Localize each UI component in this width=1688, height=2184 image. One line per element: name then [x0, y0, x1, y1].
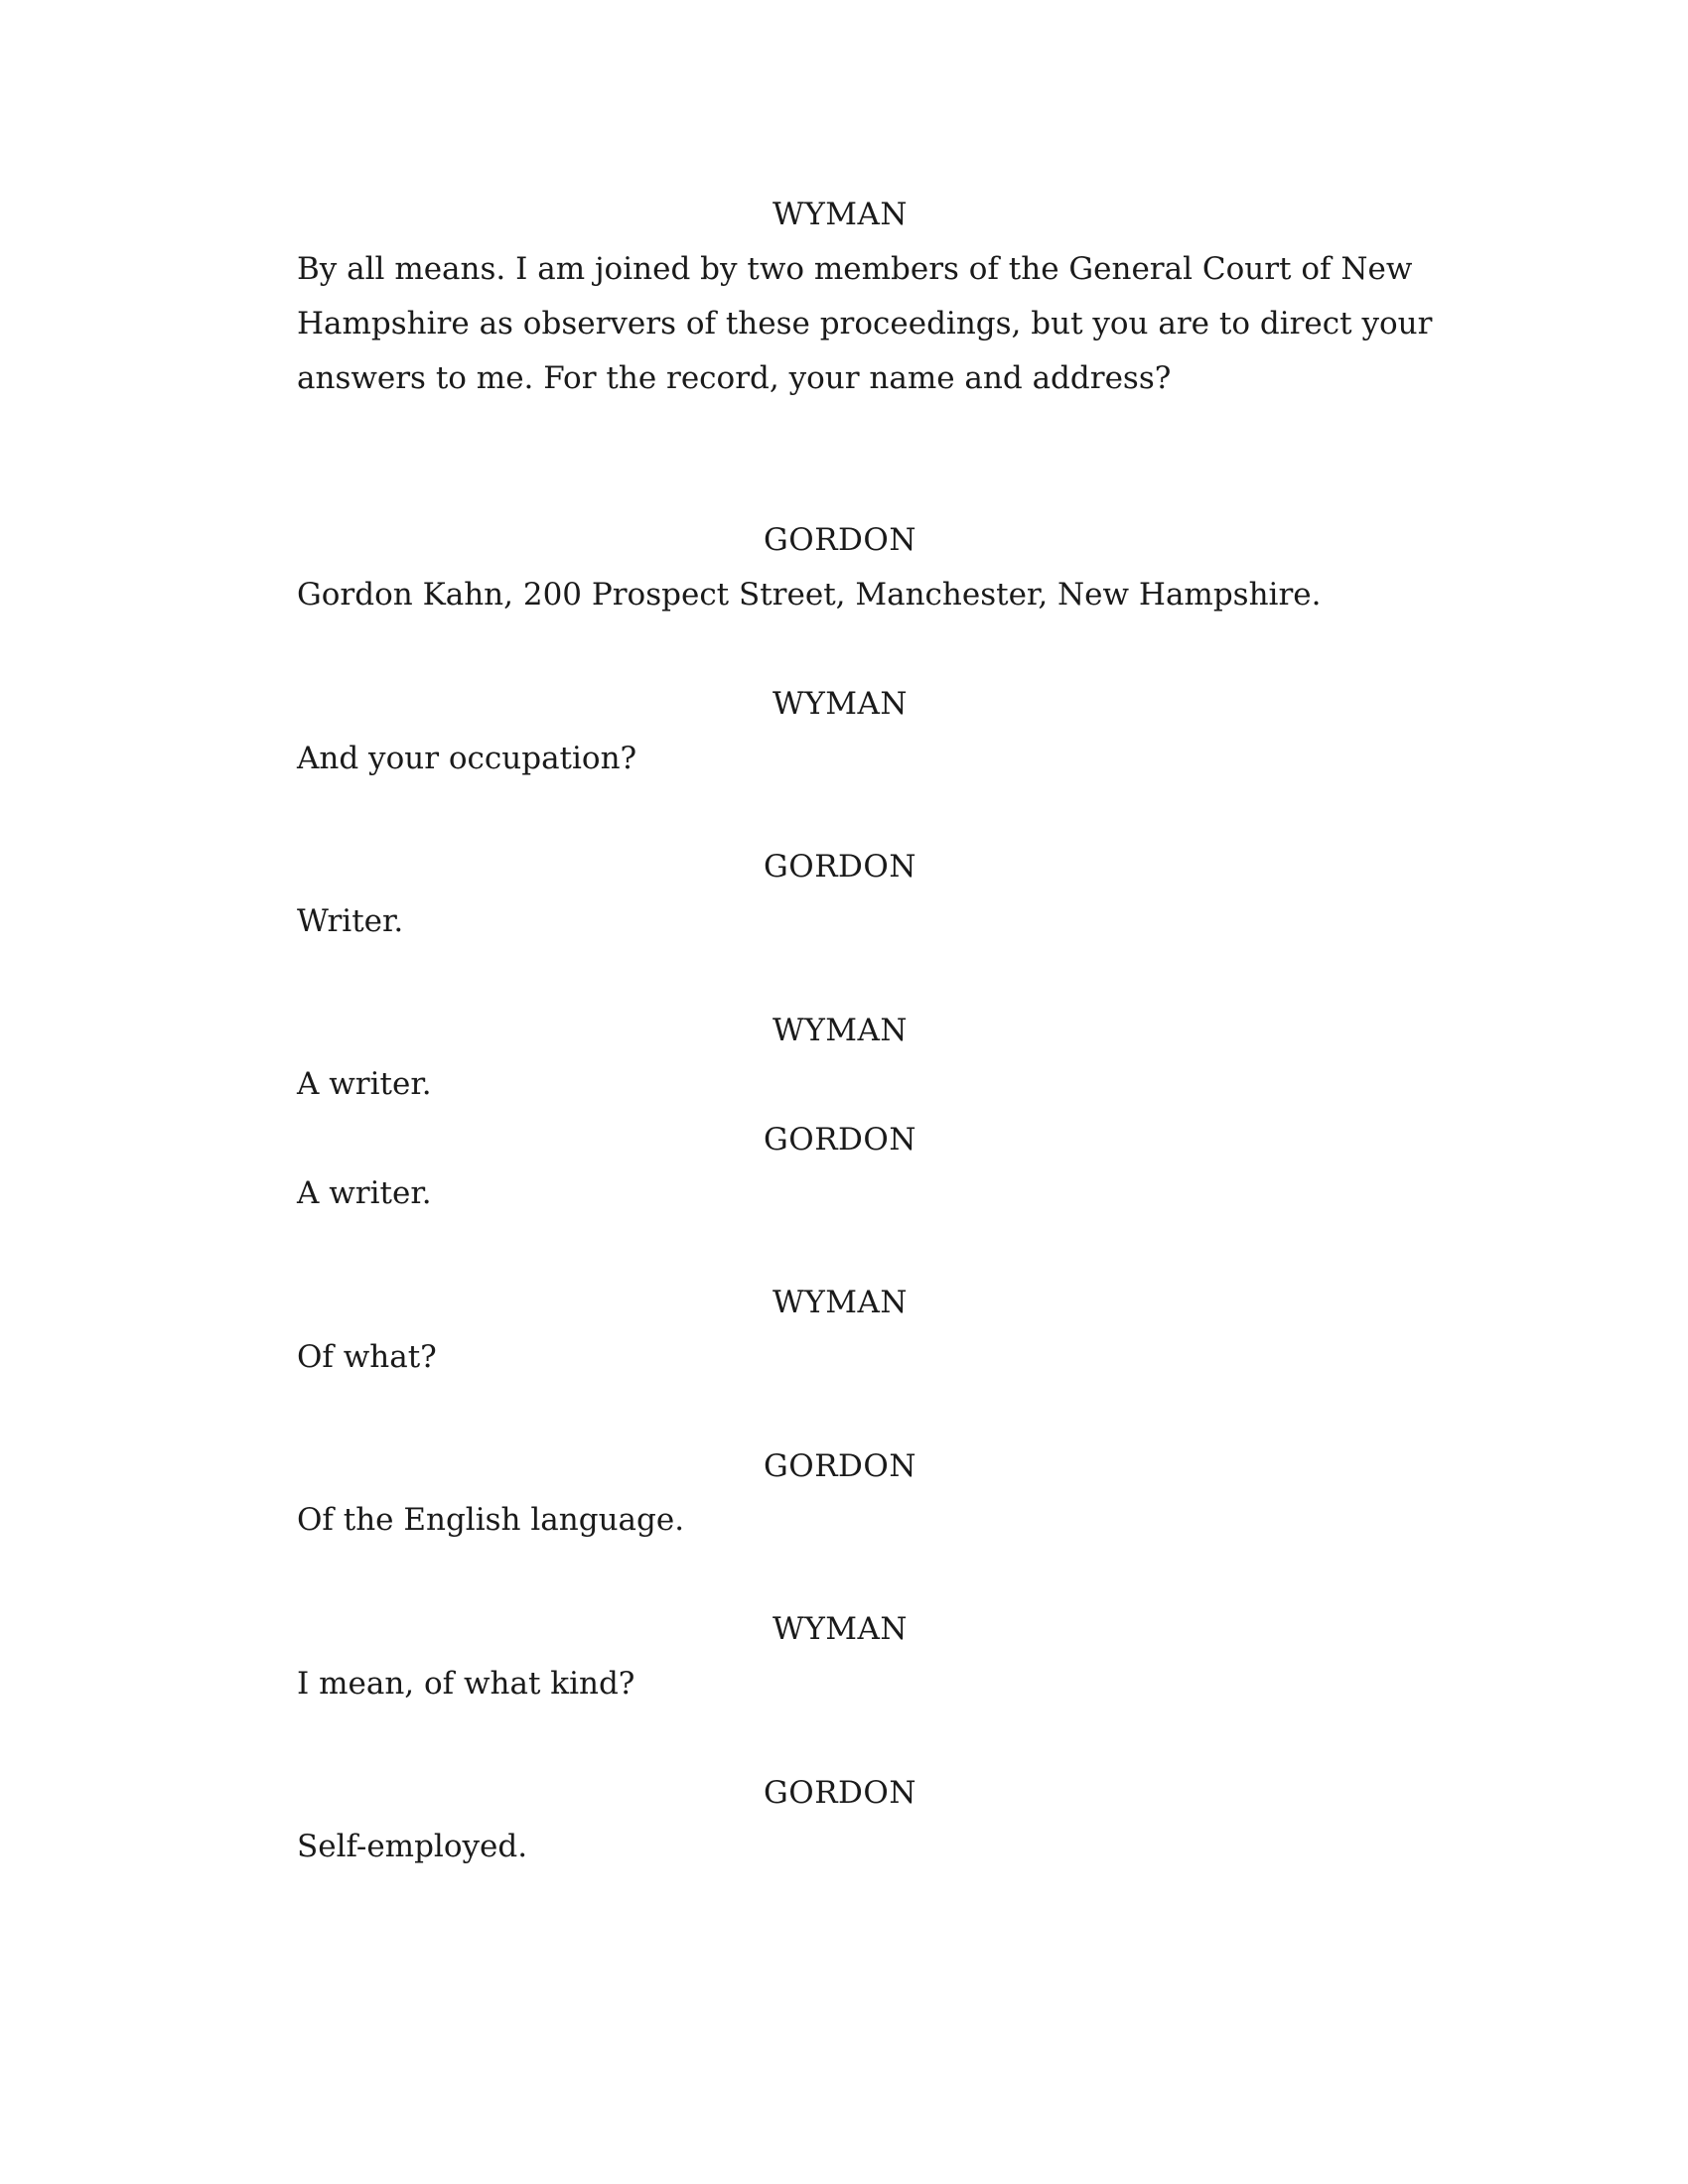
dialogue-line: And your occupation?	[297, 741, 637, 776]
speaker-name: GORDON	[764, 1775, 916, 1811]
dialogue-line: answers to me. For the record, your name and address?	[297, 360, 1172, 396]
dialogue-line: I mean, of what kind?	[297, 1666, 635, 1702]
dialogue-line: Gordon Kahn, 200 Prospect Street, Manchester, New Hampshire.	[297, 577, 1322, 613]
speaker-name: WYMAN	[772, 1013, 909, 1048]
dialogue-line: A writer.	[297, 1066, 432, 1102]
speaker-name: GORDON	[764, 1122, 916, 1158]
dialogue-line: By all means. I am joined by two members of the General Court of New	[297, 251, 1413, 287]
dialogue-line: Self-employed.	[297, 1829, 528, 1864]
dialogue-line: A writer.	[297, 1175, 432, 1211]
speaker-name: WYMAN	[772, 686, 909, 722]
dialogue-line: Of what?	[297, 1339, 437, 1375]
speaker-name: GORDON	[764, 1448, 916, 1484]
speaker-name: GORDON	[764, 849, 916, 885]
speaker-name: GORDON	[764, 522, 916, 558]
speaker-name: WYMAN	[772, 1611, 909, 1647]
dialogue-line: Of the English language.	[297, 1502, 685, 1538]
speaker-name: WYMAN	[772, 1285, 909, 1320]
speaker-name: WYMAN	[772, 197, 909, 232]
dialogue-line: Hampshire as observers of these proceedings, but you are to direct your	[297, 306, 1433, 341]
dialogue-line: Writer.	[297, 903, 404, 939]
